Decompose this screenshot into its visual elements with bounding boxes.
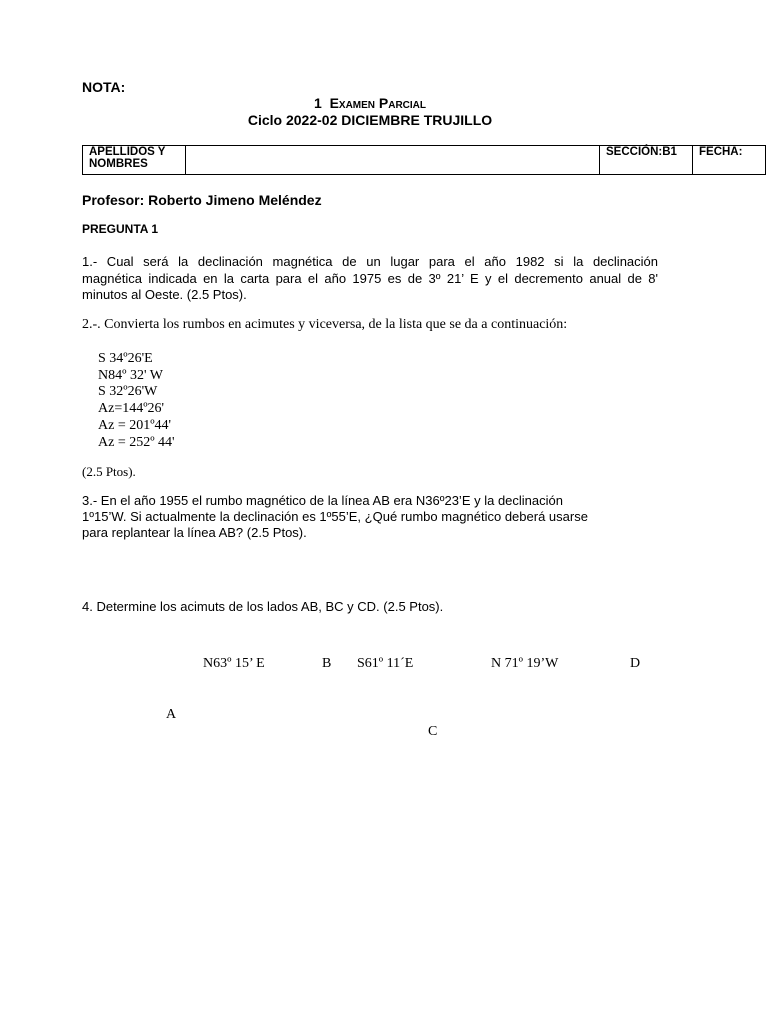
question-1-line: 1.- Cual será la declinación magnética de un lugar para el año 1982 si la declinación	[82, 254, 658, 269]
point-b: B	[322, 656, 332, 671]
question-3	[82, 493, 588, 541]
nota-label: NOTA:	[82, 79, 126, 95]
bearing-item: N84º 32' W	[98, 368, 163, 383]
question-2-points: (2.5 Ptos).	[82, 464, 136, 479]
exam-title-text: Examen Parcial	[329, 95, 427, 111]
point-d: D	[630, 656, 641, 671]
fecha-label: FECHA:	[693, 146, 766, 175]
question-3-line: 3.- En el año 1955 el rumbo magnético de la línea AB era N36º23’E y la declinación	[82, 493, 563, 508]
professor-name: Profesor: Roberto Jimeno Meléndez	[82, 192, 322, 208]
bearing-item: Az=144º26'	[98, 401, 165, 416]
exam-number: 1	[313, 95, 322, 111]
question-2: 2.-. Convierta los rumbos en acimutes y viceversa, de la lista que se da a continuación:	[82, 317, 568, 332]
apellidos-label: APELLIDOS Y NOMBRES	[83, 146, 186, 175]
bearing-item: Az = 201º44'	[98, 418, 172, 433]
question-1-line: minutos al Oeste. (2.5 Ptos).	[82, 287, 247, 302]
question-1	[82, 254, 658, 304]
question-3-line: 1º15’W. Si actualmente la declinación es 1º55’E, ¿Qué rumbo magnético deberá usarse	[82, 509, 588, 524]
bearing-item: Az = 252º 44'	[98, 435, 175, 450]
question-4: 4. Determine los acimuts de los lados AB, BC y CD. (2.5 Ptos).	[82, 599, 444, 614]
bearing-cd: N 71º 19’W	[491, 656, 559, 671]
point-c: C	[428, 724, 438, 739]
point-a: A	[166, 707, 177, 722]
seccion-label: SECCIÓN:B1	[600, 146, 693, 175]
question-heading: PREGUNTA 1	[82, 222, 159, 236]
bearing-ab: N63º 15’ E	[203, 656, 265, 671]
question-1-line: magnética indicada en la carta para el año 1975 es de 3º 21’ E y el decremento anual de 8'	[82, 270, 658, 286]
question-3-line: para replantear la línea AB? (2.5 Ptos).	[82, 525, 307, 540]
bearing-item: S 34º26'E	[98, 351, 153, 366]
apellidos-field[interactable]	[186, 146, 600, 175]
bearing-bc: S61º 11´E	[357, 656, 414, 671]
exam-cycle: Ciclo 2022-02 DICIEMBRE TRUJILLO	[247, 112, 493, 128]
student-info-table	[82, 145, 766, 175]
exam-title	[0, 95, 740, 111]
bearing-item: S 32º26'W	[98, 384, 158, 399]
